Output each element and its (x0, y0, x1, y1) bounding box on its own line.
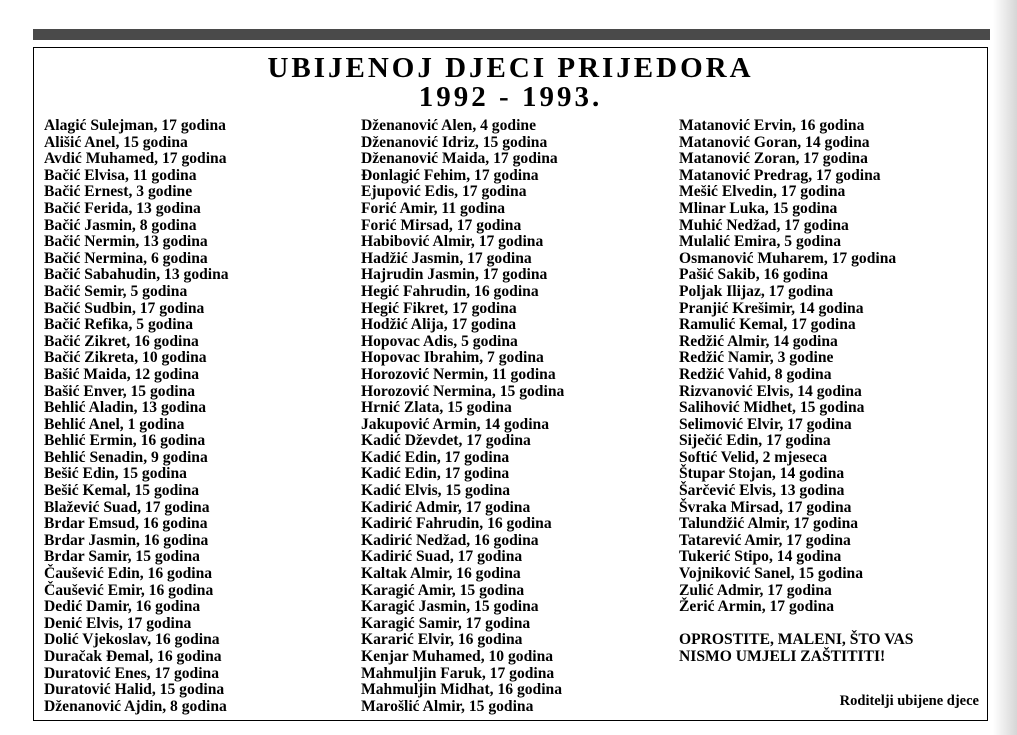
name-entry: Brdar Jasmin, 16 godina (44, 531, 209, 549)
memorial-frame (33, 47, 988, 721)
name-entry: Matanović Zoran, 17 godina (679, 150, 868, 168)
name-entry: Bačić Nermina, 6 godina (44, 249, 208, 267)
name-entry: Pranjić Krešimir, 14 godina (679, 299, 864, 317)
name-entry: Kadirić Admir, 17 godina (361, 498, 531, 516)
name-entry: Forić Mirsad, 17 godina (361, 216, 522, 234)
name-entry: Dženanović Ajdin, 8 godina (44, 697, 227, 715)
name-entry: Kenjar Muhamed, 10 godina (361, 648, 554, 665)
name-entry: Bačić Semir, 5 godina (44, 282, 188, 300)
name-entry: Duračak Đemal, 16 godina (44, 648, 222, 665)
name-entry: Karagić Samir, 17 godina (361, 614, 531, 632)
name-entry: Osmanović Muharem, 17 godina (679, 249, 897, 267)
name-entry: Salihović Midhet, 15 godina (679, 399, 865, 417)
name-entry: Hadžić Jasmin, 17 godina (361, 249, 532, 267)
name-entry: Kararić Elvir, 16 godina (361, 631, 523, 649)
name-entry: Kadić Dževdet, 17 godina (361, 432, 531, 450)
name-entry: Kadić Edin, 17 godina (361, 448, 510, 466)
name-entry: Karagić Amir, 15 godina (361, 581, 525, 599)
name-entry: Redžić Vahid, 8 godina (679, 365, 832, 383)
name-entry: Ramulić Kemal, 17 godina (679, 316, 856, 334)
name-entry: Dženanović Idriz, 15 godina (361, 133, 548, 151)
name-entry: Matanović Goran, 14 godina (679, 133, 870, 151)
name-entry: Duratović Halid, 15 godina (44, 681, 225, 699)
name-entry: Matanović Predrag, 17 godina (679, 166, 881, 184)
name-entry: Softić Velid, 2 mjeseca (679, 448, 828, 466)
name-entry: Hopovac Adis, 5 godina (361, 332, 518, 350)
name-entry: Bačić Sudbin, 17 godina (44, 299, 205, 317)
name-entry: Mlinar Luka, 15 godina (679, 199, 838, 217)
page-title-years: 1992 - 1993. (418, 81, 603, 113)
name-entry: Bašić Maida, 12 godina (44, 365, 200, 383)
name-entry: Bačić Ferida, 13 godina (44, 199, 201, 217)
page-title: UBIJENOJ DJECI PRIJEDORA (267, 52, 754, 84)
name-entry: Redžić Namir, 3 godine (679, 349, 834, 367)
name-entry: Behlić Aladin, 13 godina (44, 399, 207, 417)
name-entry: Behlić Anel, 1 godina (44, 415, 185, 433)
name-entry: Horozović Nermina, 15 godina (361, 382, 565, 400)
name-entry: Štupar Stojan, 14 godina (679, 465, 845, 483)
name-entry: Vojniković Sanel, 15 godina (679, 565, 863, 583)
name-entry: Habibović Almir, 17 godina (361, 233, 544, 251)
name-entry: Horozović Nermin, 11 godina (361, 365, 556, 383)
name-entry: Dženanović Maida, 17 godina (361, 150, 558, 168)
name-entry: Mulalić Emira, 5 godina (679, 233, 842, 251)
name-entry: Avdić Muhamed, 17 godina (44, 150, 227, 168)
name-entry: Dedić Damir, 16 godina (44, 598, 201, 616)
name-entry: Denić Elvis, 17 godina (44, 614, 192, 632)
name-entry: Karagić Jasmin, 15 godina (361, 598, 539, 616)
closing-line-2: NISMO UMJELI ZAŠTITITI! (679, 647, 886, 665)
signature: Roditelji ubijene djece (839, 693, 979, 709)
name-entry: Bačić Sabahudin, 13 godina (44, 266, 229, 284)
name-entry: Tatarević Amir, 17 godina (679, 531, 851, 549)
name-entry: Brdar Emsud, 16 godina (44, 515, 208, 533)
name-entry: Bašić Enver, 15 godina (44, 382, 196, 400)
name-entry: Bačić Ernest, 3 godine (44, 183, 193, 201)
name-entry: Dolić Vjekoslav, 16 godina (44, 631, 220, 649)
name-entry: Bačić Refika, 5 godina (44, 316, 194, 334)
name-entry: Ejupović Edis, 17 godina (361, 183, 527, 201)
name-entry: Mahmuljin Midhat, 16 godina (361, 681, 563, 699)
name-entry: Kadirić Nedžad, 16 godina (361, 531, 539, 549)
name-entry: Kadić Elvis, 15 godina (361, 482, 511, 500)
name-entry: Švraka Mirsad, 17 godina (679, 498, 852, 516)
name-entry: Redžić Almir, 14 godina (679, 332, 838, 350)
name-entry: Hegić Fikret, 17 godina (361, 299, 517, 317)
name-entry: Hodžić Alija, 17 godina (361, 316, 517, 334)
name-entry: Duratović Enes, 17 godina (44, 664, 220, 682)
name-entry: Mešić Elvedin, 17 godina (679, 183, 846, 201)
name-entry: Behlić Ermin, 16 godina (44, 432, 206, 450)
name-entry: Matanović Ervin, 16 godina (679, 117, 865, 134)
name-entry: Bačić Elvisa, 11 godina (44, 166, 197, 184)
top-rule-bar (33, 29, 990, 40)
name-entry: Tukerić Stipo, 14 godina (679, 548, 842, 566)
name-entry: Šarčević Elvis, 13 godina (679, 482, 845, 500)
name-entry: Hajrudin Jasmin, 17 godina (361, 266, 548, 284)
name-entry: Pašić Sakib, 16 godina (679, 266, 829, 284)
name-entry: Talundžić Almir, 17 godina (679, 515, 859, 533)
name-entry: Bešić Kemal, 15 godina (44, 482, 200, 500)
name-entry: Bačić Nermin, 13 godina (44, 233, 208, 251)
name-entry: Mahmuljin Faruk, 17 godina (361, 664, 555, 682)
page-edge-shadow (993, 0, 1017, 735)
name-entry: Bačić Jasmin, 8 godina (44, 216, 197, 234)
names-column-1 (44, 118, 229, 715)
closing-line-1: OPROSTITE, MALENI, ŠTO VAS (679, 631, 914, 648)
name-entry: Hrnić Zlata, 15 godina (361, 399, 512, 417)
name-entry: Čaušević Emir, 16 godina (44, 581, 214, 599)
name-entry: Zulić Admir, 17 godina (679, 581, 832, 599)
name-entry: Kadirić Fahrudin, 16 godina (361, 515, 552, 533)
names-column-2 (361, 118, 564, 715)
name-entry: Dženanović Alen, 4 godine (361, 117, 537, 134)
name-entry: Đonlagić Fehim, 17 godina (361, 166, 539, 184)
name-entry: Behlić Senadin, 9 godina (44, 448, 208, 466)
name-entry: Muhić Nedžad, 17 godina (679, 216, 849, 234)
name-entry: Žerić Armin, 17 godina (679, 598, 835, 616)
name-entry: Selimović Elvir, 17 godina (679, 415, 852, 433)
name-entry: Blažević Suad, 17 godina (44, 498, 210, 516)
name-entry: Rizvanović Elvis, 14 godina (679, 382, 862, 400)
name-entry: Brdar Samir, 15 godina (44, 548, 200, 566)
name-entry: Kadić Edin, 17 godina (361, 465, 510, 483)
name-entry: Ališić Anel, 15 godina (44, 133, 188, 151)
name-entry: Hegić Fahrudin, 16 godina (361, 282, 539, 300)
name-entry: Bačić Zikret, 16 godina (44, 332, 199, 350)
name-entry: Forić Amir, 11 godina (361, 199, 506, 217)
name-entry: Siječić Edin, 17 godina (679, 432, 831, 450)
name-entry: Alagić Sulejman, 17 godina (44, 117, 226, 134)
name-entry: Kaltak Almir, 16 godina (361, 565, 521, 583)
name-entry: Kadirić Suad, 17 godina (361, 548, 523, 566)
names-column-3 (679, 118, 896, 616)
name-entry: Marošlić Almir, 15 godina (361, 697, 534, 715)
name-entry: Jakupović Armin, 14 godina (361, 415, 550, 433)
name-entry: Bešić Edin, 15 godina (44, 465, 187, 483)
name-entry: Čaušević Edin, 16 godina (44, 565, 213, 583)
closing-message (679, 632, 913, 665)
name-entry: Bačić Zikreta, 10 godina (44, 349, 207, 367)
name-entry: Hopovac Ibrahim, 7 godina (361, 349, 544, 367)
name-entry: Poljak Ilijaz, 17 godina (679, 282, 834, 300)
